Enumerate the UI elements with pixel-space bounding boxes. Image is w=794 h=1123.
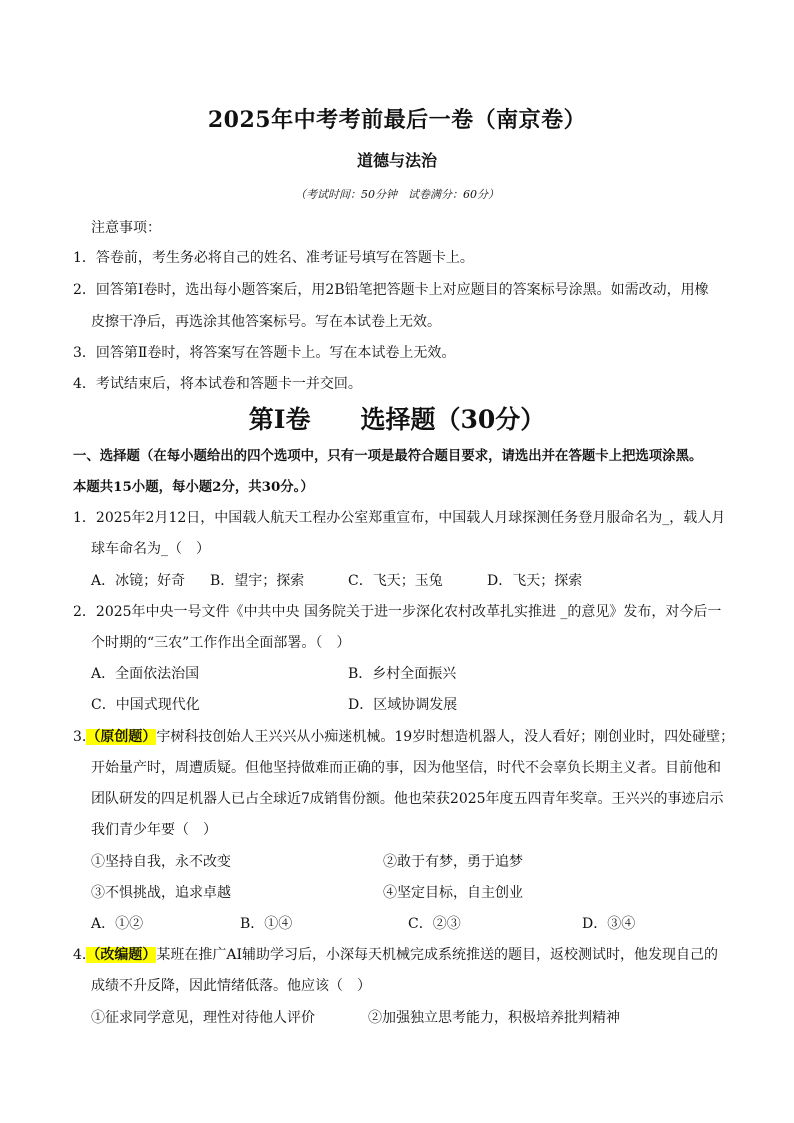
option-b[interactable]: B．望宇；探索 [210, 573, 305, 589]
note-item: 4．考试结束后，将本试卷和答题卡一并交回。 [73, 376, 362, 392]
question-text: 成绩不升反降，因此情绪低落。他应该（ ） [91, 978, 371, 994]
question-first-line [73, 728, 734, 746]
option-d[interactable]: D．③④ [582, 916, 636, 932]
option-a[interactable]: A．冰镜；好奇 [91, 573, 186, 589]
statement-1: ①坚持自我，永不改变 [91, 854, 231, 870]
exam-title: 2025年中考考前最后一卷（南京卷） [207, 107, 587, 133]
question-text: 宇树科技创始人王兴兴从小痴迷机械。19岁时想造机器人，没人看好；刚创业时，四处碰壁； [156, 729, 735, 745]
option-a[interactable]: A．①② [91, 916, 144, 932]
note-item: 1．答卷前，考生务必将自己的姓名、准考证号填写在答题卡上。 [73, 250, 474, 266]
question-text: 1．2025年2月12日，中国载人航天工程办公室郑重宣布，中国载人月球探测任务登月服命名为_，载人月 [73, 510, 726, 526]
statement-2: ②敢于有梦，勇于追梦 [383, 854, 523, 870]
statement-3: ③不惧挑战，追求卓越 [91, 885, 231, 901]
option-d[interactable]: D．区域协调发展 [348, 697, 458, 713]
statement-1: ①征求同学意见，理性对待他人评价 [91, 1010, 315, 1026]
exam-info: （考试时间：50分钟 试卷满分：60分） [295, 188, 499, 201]
question-first-line [73, 946, 718, 964]
notes-heading: 注意事项： [91, 220, 161, 236]
option-a[interactable]: A．全面依法治国 [91, 666, 200, 682]
original-question-tag: （原创题） [86, 729, 157, 745]
question-text: 球车命名为_（ ） [91, 541, 210, 557]
question-text: 我们青少年要（ ） [91, 822, 217, 838]
note-item: 3．回答第Ⅱ卷时，将答案写在答题卡上。写在本试卷上无效。 [73, 345, 456, 361]
option-d[interactable]: D．飞天；探索 [487, 573, 583, 589]
section-intro: 一、选择题（在每小题给出的四个选项中，只有一项是最符合题目要求，请选出并在答题卡上把选项涂黑。 [73, 448, 703, 464]
question-number: 4. [73, 947, 87, 963]
adapted-question-tag: （改编题） [86, 947, 157, 963]
note-item: 皮擦干净后，再选涂其他答案标号。写在本试卷上无效。 [91, 314, 441, 330]
question-text: 某班在推广AI辅助学习后，小深每天机械完成系统推送的题目，返校测试时，他发现自己的 [156, 947, 718, 963]
question-text: 2．2025年中央一号文件《中共中央 国务院关于进一步深化农村改革扎实推进 _的意见》发布，对今后一 [73, 604, 722, 620]
question-text: 个时期的“三农”工作作出全面部署。（ ） [91, 635, 351, 651]
section-title: 第Ⅰ卷 选择题（30分） [248, 405, 546, 434]
option-b[interactable]: B．①④ [240, 916, 293, 932]
exam-subject: 道德与法治 [356, 151, 437, 170]
question-text: 开始量产时，周遭质疑。但他坚持做难而正确的事，因为他坚信，时代不会辜负长期主义者。目前他和 [91, 760, 721, 776]
option-b[interactable]: B．乡村全面振兴 [348, 666, 457, 682]
option-c[interactable]: C．中国式现代化 [91, 697, 200, 713]
statement-4: ④坚定目标，自主创业 [383, 885, 523, 901]
question-number: 3. [73, 729, 87, 745]
option-c[interactable]: C．飞天；玉兔 [348, 573, 443, 589]
section-intro: 本题共15小题，每小题2分，共30分。） [73, 479, 314, 495]
question-text: 团队研发的四足机器人已占全球近7成销售份额。他也荣获2025年度五四青年奖章。王兴兴的事迹启示 [91, 791, 724, 807]
note-item: 2．回答第Ⅰ卷时，选出每小题答案后，用2B铅笔把答题卡上对应题目的答案标号涂黑。如需改动，用橡 [73, 282, 709, 298]
statement-2: ②加强独立思考能力，积极培养批判精神 [368, 1010, 620, 1026]
option-c[interactable]: C．②③ [408, 916, 461, 932]
